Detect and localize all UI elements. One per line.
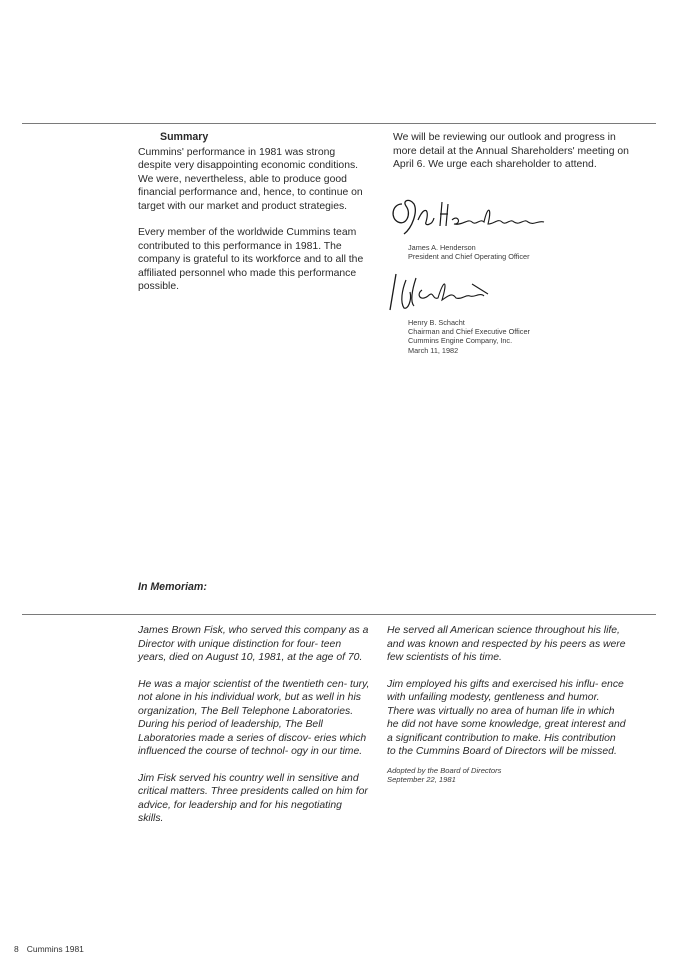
henderson-signer <box>408 243 628 261</box>
schacht-signer <box>408 318 628 355</box>
page-footer <box>14 944 92 954</box>
memoriam-paragraph: Jim Fisk served his country well in sensitive and critical matters. Three presidents called on him for advice, for leadership and for his negotiating skills. <box>138 772 368 824</box>
signer-company: Cummins Engine Company, Inc. <box>408 336 513 346</box>
page-number: 8 <box>14 944 19 954</box>
top-rule <box>22 123 656 124</box>
signer-date: March 11, 1982 <box>408 345 459 355</box>
adoption-date: September 22, 1981 <box>387 774 456 784</box>
adoption-note <box>387 766 627 785</box>
summary-paragraph: Cummins' performance in 1981 was strong despite very disappointing economic conditions. We were, nevertheless, able to produce good financial performance and, hence, to continue on target with our market and product strategies. <box>138 146 363 212</box>
schacht-signature <box>376 270 506 316</box>
signer-name: Henry B. Schacht <box>408 318 465 327</box>
adoption-line: Adopted by the Board of Directors <box>387 765 502 775</box>
summary-column <box>138 131 370 307</box>
signer-title: President and Chief Operating Officer <box>408 252 530 262</box>
memoriam-paragraph: Jim employed his gifts and exercised his influ- ence with unfailing modesty, gentleness and humor. There was virtually no area of human life in which he did not have some knowledge, great interest and a significant contribution to make. His contribution to the Cummins Board of Directors will be missed. <box>387 678 626 757</box>
outlook-column <box>393 131 631 185</box>
signer-title: Chairman and Chief Executive Officer <box>408 327 530 337</box>
publication-name: Cummins 1981 <box>26 944 84 954</box>
summary-paragraph: Every member of the worldwide Cummins team contributed to this performance in 1981. The company is grateful to its workforce and to all the affiliated personnel who made this performance possible. <box>138 227 364 292</box>
outlook-paragraph: We will be reviewing our outlook and progress in more detail at the Annual Shareholders' meeting on April 6. We urge each shareholder to attend. <box>393 132 629 170</box>
signer-name: James A. Henderson <box>408 243 476 252</box>
memoriam-paragraph: He served all American science throughout his life, and was known and respected by his peers as were few scientists of his time. <box>387 625 626 663</box>
memoriam-heading: In Memoriam: <box>138 581 207 593</box>
memoriam-right-column <box>387 624 627 784</box>
memoriam-left-column <box>138 624 370 839</box>
summary-heading: Summary <box>160 131 209 143</box>
henderson-signature <box>388 196 558 238</box>
memoriam-paragraph: James Brown Fisk, who served this company as a Director with unique distinction for four- teen years, died on August 10, 1981, at the age of 70. <box>138 625 369 663</box>
memoriam-rule <box>22 614 656 615</box>
memoriam-paragraph: He was a major scientist of the twentieth cen- tury, not alone in his individual work, but as well in his organization, The Bell Telephone Laboratories. During his period of leadership, The Bell Laboratories made a series of discov- eries which influenced the course of technol- ogy in our time. <box>138 678 370 757</box>
